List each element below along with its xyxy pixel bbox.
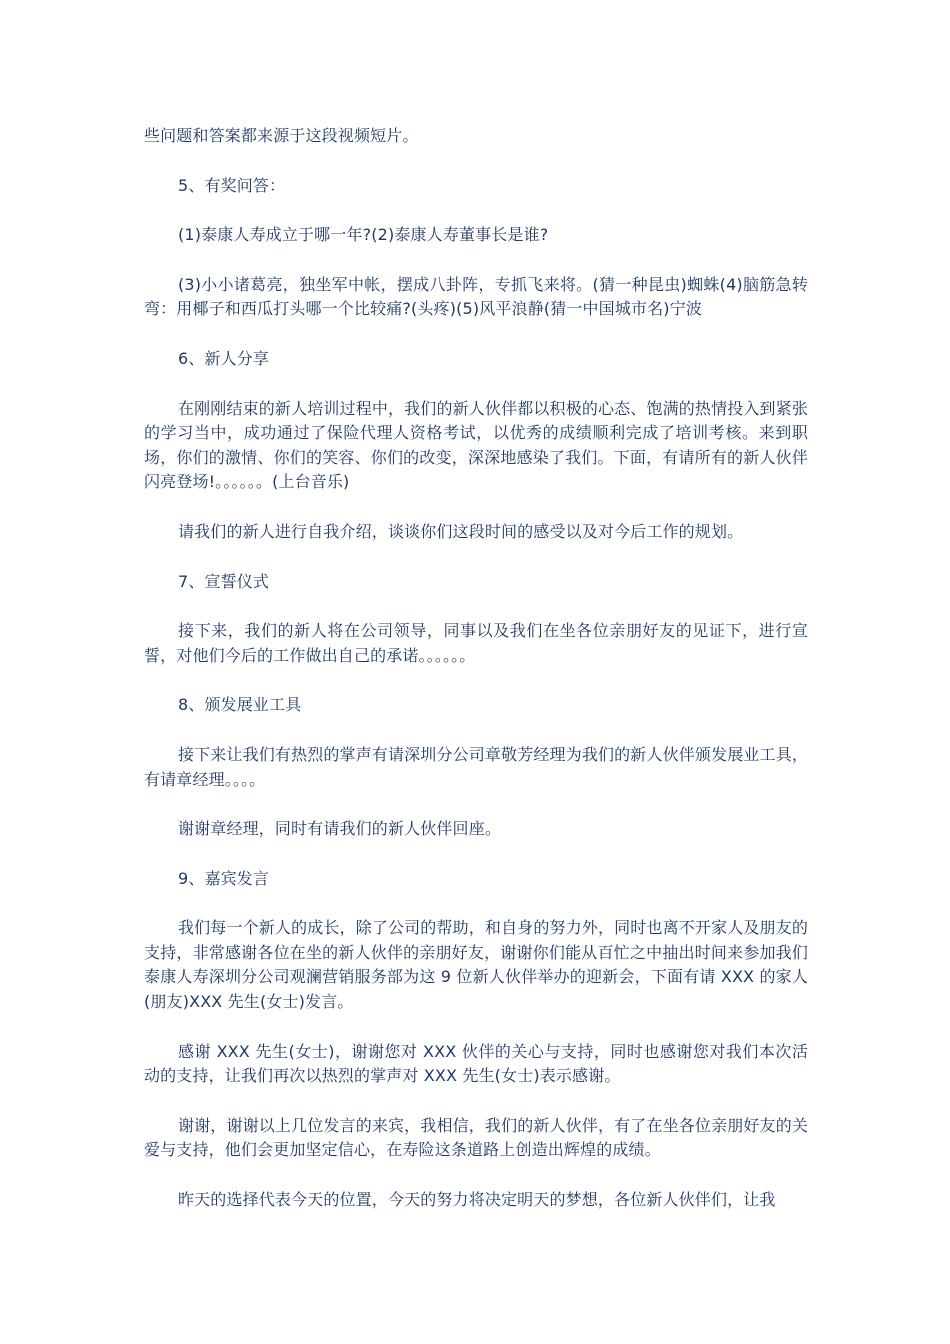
paragraph-closing-partial: 昨天的选择代表今天的位置，今天的努力将决定明天的梦想，各位新人伙伴们，让我 bbox=[178, 1190, 776, 1210]
paragraph-return-seats: 谢谢章经理，同时有请我们的新人伙伴回座。 bbox=[178, 819, 502, 839]
paragraph-intro-continuation: 些问题和答案都来源于这段视频短片。 bbox=[144, 126, 419, 145]
paragraph-quiz-questions-1: (1)泰康人寿成立于哪一年?(2)泰康人寿董事长是谁? bbox=[178, 225, 549, 245]
paragraph-newcomer-training: 在刚刚结束的新人培训过程中，我们的新人伙伴都以积极的心态、饱满的热情投入到紧张的学习当中，成功通过了保险代理人资格考试，以优秀的成绩顺利完成了培训考核。来到职场，你们的激情、你们的笑容、你们的改变，深深地感染了我们。下面，有请所有的新人伙伴闪亮登场!。。。。。。(上台音乐) bbox=[144, 398, 808, 492]
section-heading-tools-award: 8、颁发展业工具 bbox=[178, 695, 302, 715]
section-heading-guest-speech: 9、嘉宾发言 bbox=[178, 868, 270, 888]
section-heading-oath-ceremony: 7、宣誓仪式 bbox=[178, 571, 270, 591]
paragraph-quiz-questions-2: (3)小小诸葛亮，独坐军中帐，摆成八卦阵，专抓飞来将。(猜一种昆虫)蜘蛛(4)脑筋急转弯：用椰子和西瓜打头哪一个比较痛?(头疼)(5)风平浪静(猜一中国城市名)宁波 bbox=[144, 274, 808, 319]
paragraph-tools-award: 接下来让我们有热烈的掌声有请深圳分公司章敬芳经理为我们的新人伙伴颁发展业工具，有请章经理。。。。 bbox=[144, 744, 808, 789]
paragraph-guest-thanks: 感谢 XXX 先生(女士)，谢谢您对 XXX 伙伴的关心与支持，同时也感谢您对我们本次活动的支持，让我们再次以热烈的掌声对 XXX 先生(女士)表示感谢。 bbox=[144, 1041, 808, 1086]
paragraph-oath: 接下来，我们的新人将在公司领导，同事以及我们在坐各位亲朋好友的见证下，进行宣誓，对他们今后的工作做出自己的承诺。。。。。。 bbox=[144, 621, 808, 665]
section-heading-prize-quiz: 5、有奖问答： bbox=[178, 175, 286, 195]
paragraph-self-introduction: 请我们的新人进行自我介绍，谈谈你们这段时间的感受以及对今后工作的规划。 bbox=[178, 521, 744, 541]
paragraph-guest-speech-intro: 我们每一个新人的成长，除了公司的帮助，和自身的努力外，同时也离不开家人及朋友的支持，非常感谢各位在坐的新人伙伴的亲朋好友，谢谢你们能从百忙之中抽出时间来参加我们泰康人寿深圳分公司观澜营销服务部为这 9 位新人伙伴举办的迎新会，下面有请 XXX 的家人(朋友)XXX 先生(女士)发言。 bbox=[144, 918, 808, 1012]
paragraph-guests-conclusion: 谢谢，谢谢以上几位发言的来宾，我相信，我们的新人伙伴，有了在坐各位亲朋好友的关爱与支持，他们会更加坚定信心，在寿险这条道路上创造出辉煌的成绩。 bbox=[144, 1115, 808, 1160]
document-body bbox=[144, 124, 808, 1238]
section-heading-newcomer-sharing: 6、新人分享 bbox=[178, 348, 270, 368]
